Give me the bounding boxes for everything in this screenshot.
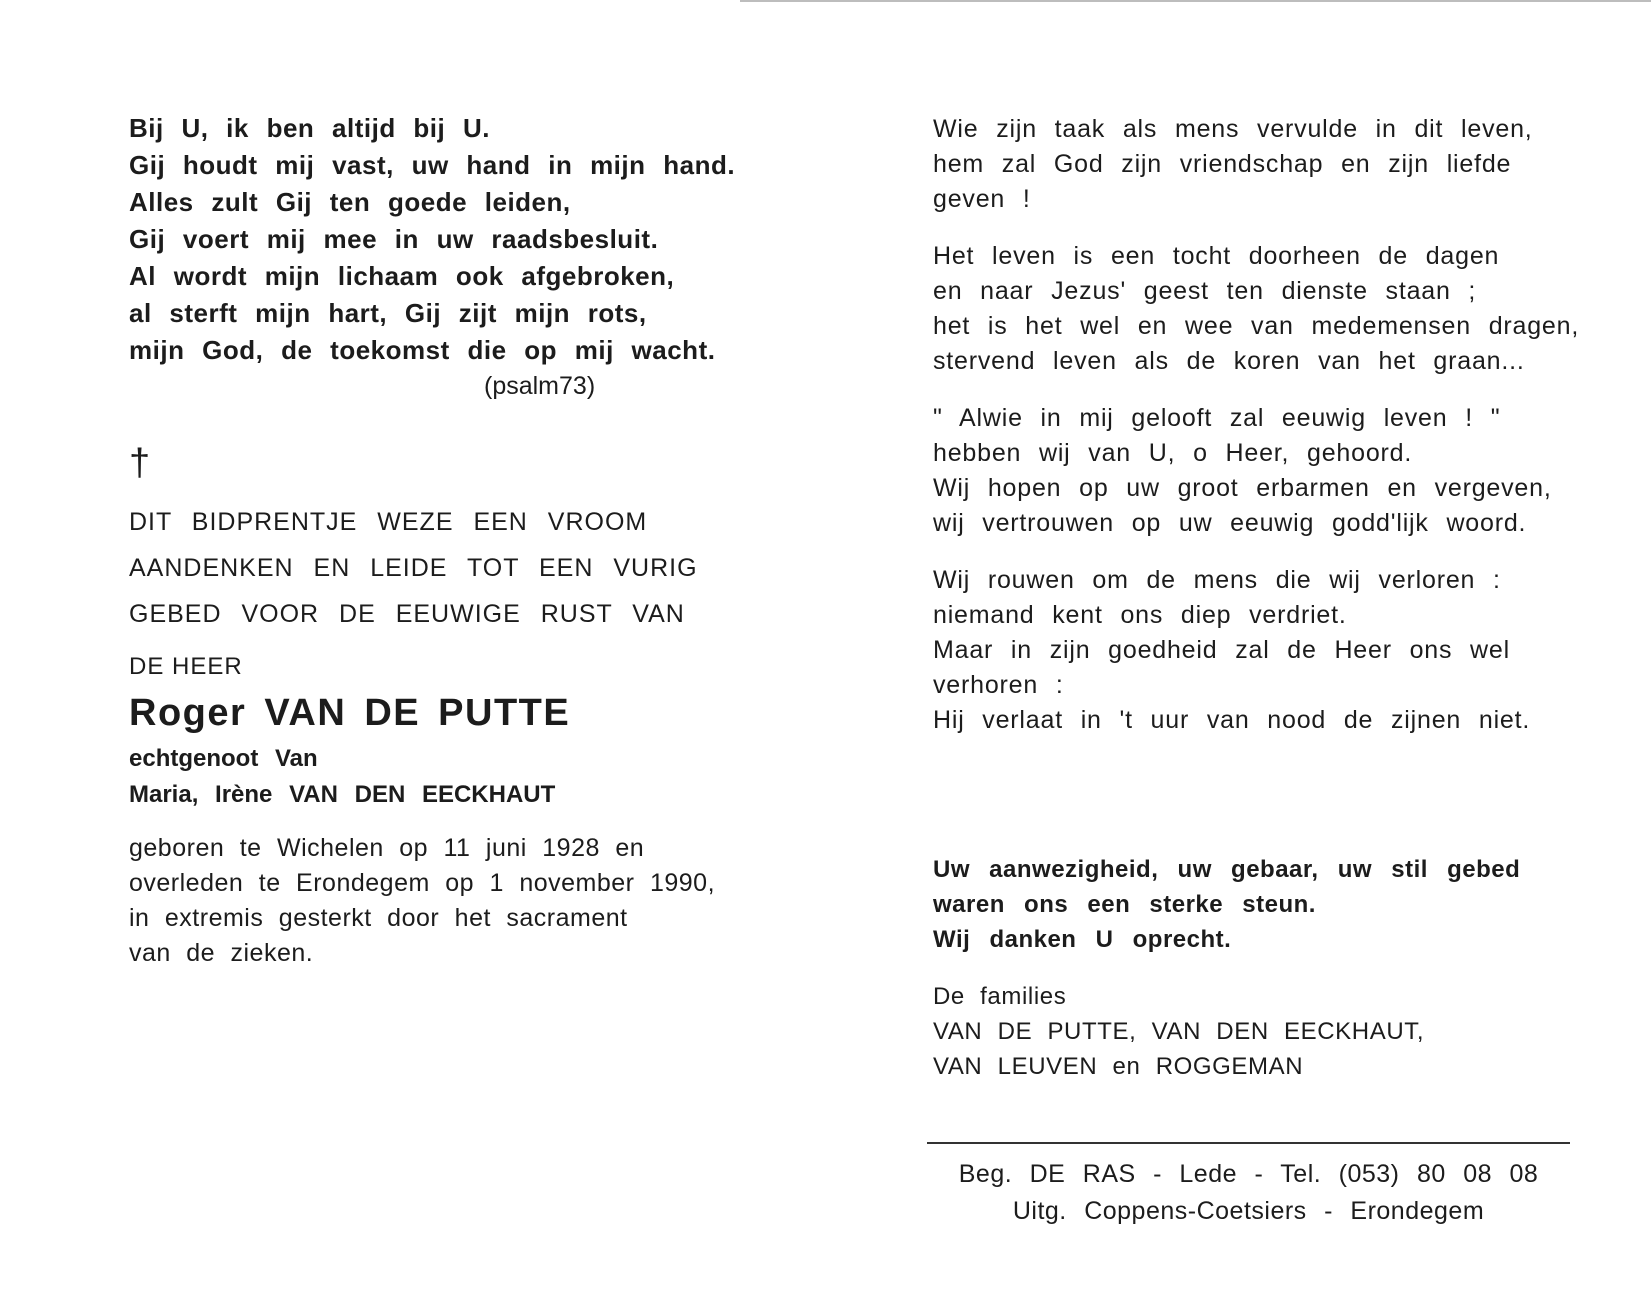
birth-death-details <box>129 831 719 971</box>
printer-footer <box>927 1156 1570 1230</box>
poem-line: Wij rouwen om de mens die wij verloren : <box>933 566 1501 594</box>
psalm-verse <box>129 110 736 403</box>
poem-line: Maar in zijn goedheid zal de Heer ons wel <box>933 636 1510 664</box>
spouse-label: echtgenoot Van <box>129 745 318 772</box>
thanks-line: Uw aanwezigheid, uw gebaar, uw stil gebed <box>933 856 1521 883</box>
psalm-line: al sterft mijn hart, Gij zijt mijn rots, <box>129 298 647 328</box>
psalm-line: Alles zult Gij ten goede leiden, <box>129 187 571 217</box>
poem-line: Wij hopen op uw groot erbarmen en vergeven, <box>933 474 1552 502</box>
poem-stanza <box>933 563 1573 738</box>
families-line: De families <box>933 983 1067 1010</box>
memento-line: GEBED VOOR DE EEUWIGE RUST VAN <box>129 600 685 628</box>
psalm-line: mijn God, de toekomst die op mij wacht. <box>129 335 716 365</box>
footer-divider <box>927 1142 1570 1144</box>
psalm-reference: (psalm73) <box>484 372 596 400</box>
poem-line: niemand kent ons diep verdriet. <box>933 601 1347 629</box>
psalm-line: Al wordt mijn lichaam ook afgebroken, <box>129 261 675 291</box>
poem-line: en naar Jezus' geest ten dienste staan ; <box>933 277 1477 305</box>
birth-line: overleden te Erondegem op 1 november 1990, <box>129 869 716 897</box>
memento-line: DIT BIDPRENTJE WEZE EEN VROOM <box>129 508 648 536</box>
thanks-line: waren ons een sterke steun. <box>933 891 1316 918</box>
psalm-line: Bij U, ik ben altijd bij U. <box>129 113 490 143</box>
psalm-line: Gij houdt mij vast, uw hand in mijn hand. <box>129 150 736 180</box>
families-line: VAN DE PUTTE, VAN DEN EECKHAUT, <box>933 1018 1425 1045</box>
spouse-name: Maria, Irène VAN DEN EECKHAUT <box>129 781 556 808</box>
families-signature <box>933 979 1573 1084</box>
psalm-line: Gij voert mij mee in uw raadsbesluit. <box>129 224 659 254</box>
poem-line: Wie zijn taak als mens vervulde in dit leven, <box>933 115 1533 143</box>
honorific: DE HEER <box>129 653 243 680</box>
deceased-name: Roger VAN DE PUTTE <box>129 692 571 734</box>
poem-stanza <box>933 239 1580 379</box>
right-column <box>933 112 1580 1084</box>
poem-line: stervend leven als de koren van het graan... <box>933 347 1525 375</box>
families-line: VAN LEUVEN en ROGGEMAN <box>933 1053 1304 1080</box>
thanks-line: Wij danken U oprecht. <box>933 926 1232 953</box>
poem-stanza <box>933 401 1573 541</box>
poem-line: hem zal God zijn vriendschap en zijn liefde <box>933 150 1512 178</box>
poem-line: hebben wij van U, o Heer, gehoord. <box>933 439 1413 467</box>
poem-line: verhoren : <box>933 671 1064 699</box>
poem-line: het is het wel en wee van medemensen dragen, <box>933 312 1580 340</box>
memento-text <box>129 499 719 637</box>
birth-line: van de zieken. <box>129 939 314 967</box>
poem-stanza <box>933 112 1573 217</box>
poem-line: " Alwie in mij gelooft zal eeuwig leven ! " <box>933 404 1501 432</box>
left-column <box>129 110 736 971</box>
birth-line: geboren te Wichelen op 11 juni 1928 en <box>129 834 645 862</box>
cross-icon: † <box>129 442 151 484</box>
poem-line: Het leven is een tocht doorheen de dagen <box>933 242 1500 270</box>
top-edge-rule <box>740 0 1651 2</box>
poem-line: wij vertrouwen op uw eeuwig godd'lijk woord. <box>933 509 1527 537</box>
birth-line: in extremis gesterkt door het sacrament <box>129 904 628 932</box>
poem-line: Hij verlaat in 't uur van nood de zijnen niet. <box>933 706 1531 734</box>
thanks-note <box>933 852 1573 957</box>
memento-line: AANDENKEN EN LEIDE TOT EEN VURIG <box>129 554 698 582</box>
footer-line: Uitg. Coppens-Coetsiers - Erondegem <box>1012 1197 1485 1225</box>
poem-line: geven ! <box>933 185 1031 213</box>
footer-line: Beg. DE RAS - Lede - Tel. (053) 80 08 08 <box>958 1160 1539 1188</box>
